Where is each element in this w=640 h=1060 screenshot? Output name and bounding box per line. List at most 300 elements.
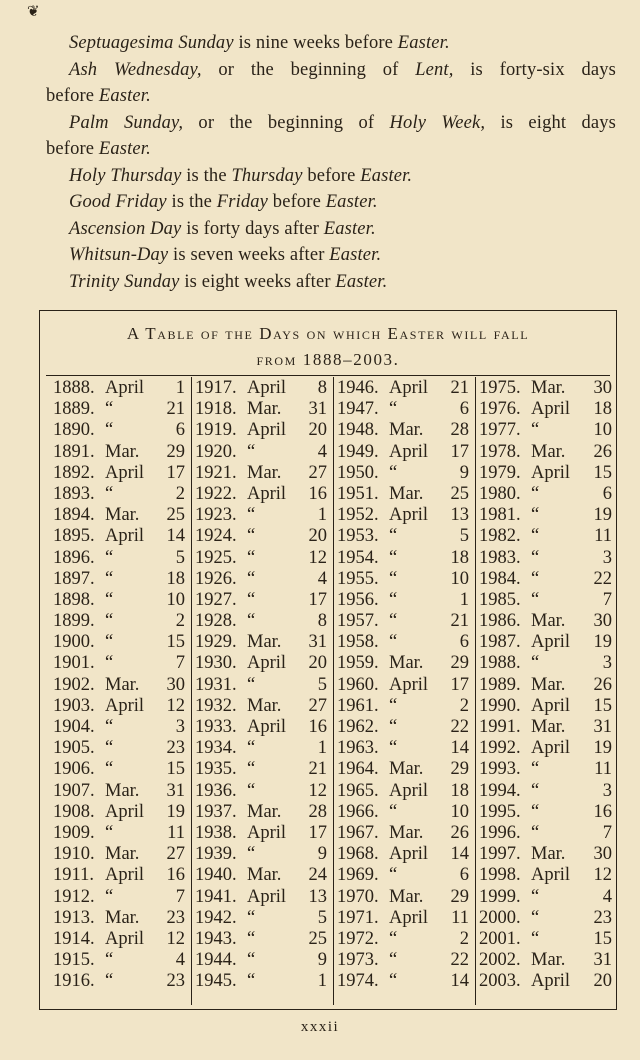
date-cell <box>389 737 469 759</box>
date-cell <box>247 801 327 823</box>
year-cell: 1927. <box>195 589 237 610</box>
table-row <box>476 864 618 885</box>
day-cell: 17 <box>308 822 327 843</box>
table-row <box>476 780 618 801</box>
month-cell: “ <box>531 505 540 526</box>
year-cell: 1909. <box>53 822 95 843</box>
year-cell: 1977. <box>479 420 521 441</box>
year-cell: 1982. <box>479 526 521 547</box>
date-cell <box>105 864 185 886</box>
year-cell: 1935. <box>195 759 237 780</box>
table-row <box>334 758 475 779</box>
day-cell: 17 <box>450 674 469 695</box>
day-cell: 31 <box>308 632 327 653</box>
rule-text: is the <box>166 192 217 212</box>
year-cell: 1980. <box>479 483 521 504</box>
date-cell <box>247 780 327 802</box>
month-cell: April <box>389 844 429 865</box>
year-cell: 1987. <box>479 632 521 653</box>
month-cell: April <box>105 695 145 716</box>
table-row <box>334 801 475 822</box>
day-cell: 20 <box>308 526 327 547</box>
table-column <box>50 377 192 1005</box>
month-cell: April <box>389 441 429 462</box>
rule-text: or the beginning of <box>183 112 390 133</box>
year-cell: 1971. <box>337 907 379 928</box>
day-cell: 15 <box>166 632 185 653</box>
month-cell: April <box>389 907 429 928</box>
day-cell: 13 <box>308 886 327 907</box>
date-cell <box>531 462 612 484</box>
day-cell: 10 <box>450 801 469 822</box>
table-row <box>476 758 618 779</box>
year-cell: 1894. <box>53 505 95 526</box>
table-row <box>334 631 475 652</box>
date-cell <box>531 864 612 886</box>
year-cell: 1901. <box>53 653 95 674</box>
day-cell: 2 <box>175 611 185 632</box>
date-cell <box>105 398 185 420</box>
day-cell: 20 <box>308 420 327 441</box>
date-cell <box>389 610 469 632</box>
date-cell <box>105 589 185 611</box>
day-cell: 16 <box>593 801 612 822</box>
title-divider <box>46 375 610 376</box>
table-row <box>50 970 191 991</box>
day-cell: 1 <box>317 971 327 992</box>
day-cell: 5 <box>317 674 327 695</box>
rule-text: is the <box>181 165 232 186</box>
day-cell: 1 <box>175 378 185 398</box>
year-cell: 1937. <box>195 801 237 822</box>
year-cell: 1943. <box>195 928 237 949</box>
table-row <box>476 504 618 525</box>
year-cell: 1986. <box>479 611 521 632</box>
table-row <box>476 441 618 462</box>
table-row <box>334 843 475 864</box>
day-cell: 12 <box>166 695 185 716</box>
table-row <box>50 886 191 907</box>
day-cell: 28 <box>308 801 327 822</box>
date-cell <box>247 441 327 463</box>
year-cell: 1950. <box>337 462 379 483</box>
month-cell: “ <box>105 611 114 632</box>
month-cell: April <box>531 695 571 716</box>
year-cell: 1930. <box>195 653 237 674</box>
table-row <box>50 568 191 589</box>
day-cell: 19 <box>166 801 185 822</box>
date-cell <box>247 652 327 674</box>
month-cell: “ <box>531 928 540 949</box>
date-cell <box>389 801 469 823</box>
day-cell: 30 <box>593 378 612 398</box>
day-cell: 21 <box>450 611 469 632</box>
month-cell: Mar. <box>247 632 282 653</box>
month-cell: “ <box>531 420 540 441</box>
year-cell: 1907. <box>53 780 95 801</box>
table-row <box>192 419 333 440</box>
table-row <box>334 928 475 949</box>
table-row <box>192 907 333 928</box>
table-row <box>50 949 191 970</box>
table-title <box>40 321 616 373</box>
day-cell: 7 <box>602 822 612 843</box>
day-cell: 4 <box>175 950 185 971</box>
date-cell <box>247 886 327 908</box>
rule-line <box>0 57 640 110</box>
table-row <box>476 483 618 504</box>
rule-text: Easter. <box>335 271 388 292</box>
day-cell: 19 <box>593 738 612 759</box>
table-row <box>476 674 618 695</box>
year-cell: 1983. <box>479 547 521 568</box>
month-cell: April <box>247 483 287 504</box>
day-cell: 15 <box>593 695 612 716</box>
month-cell: “ <box>389 865 398 886</box>
year-cell: 1981. <box>479 505 521 526</box>
year-cell: 1914. <box>53 928 95 949</box>
month-cell: Mar. <box>531 378 566 398</box>
year-cell: 1938. <box>195 822 237 843</box>
month-cell: “ <box>389 950 398 971</box>
year-cell: 2002. <box>479 950 521 971</box>
year-cell: 1928. <box>195 611 237 632</box>
rule-text: Easter. <box>98 139 151 159</box>
date-cell <box>389 483 469 505</box>
year-cell: 1979. <box>479 462 521 483</box>
day-cell: 10 <box>593 420 612 441</box>
date-cell <box>247 907 327 929</box>
month-cell: “ <box>389 928 398 949</box>
month-cell: Mar. <box>531 950 566 971</box>
year-cell: 1962. <box>337 717 379 737</box>
date-cell <box>389 695 469 717</box>
table-row <box>192 886 333 907</box>
table-row <box>50 864 191 885</box>
day-cell: 31 <box>166 780 185 801</box>
date-cell <box>389 949 469 971</box>
date-cell <box>389 568 469 590</box>
table-column <box>476 377 618 1005</box>
table-row <box>50 589 191 610</box>
month-cell: “ <box>247 844 256 865</box>
day-cell: 11 <box>167 822 185 843</box>
day-cell: 11 <box>594 759 612 780</box>
month-cell: “ <box>531 801 540 822</box>
day-cell: 6 <box>175 420 185 441</box>
date-cell <box>247 610 327 632</box>
year-cell: 1993. <box>479 759 521 780</box>
date-cell <box>105 419 185 441</box>
year-cell: 2003. <box>479 971 521 992</box>
table-row <box>476 419 618 440</box>
date-cell <box>531 695 612 717</box>
year-cell: 1975. <box>479 378 521 398</box>
table-row <box>334 949 475 970</box>
year-cell: 1944. <box>195 950 237 971</box>
day-cell: 24 <box>308 865 327 886</box>
date-cell <box>247 377 327 399</box>
day-cell: 19 <box>593 505 612 526</box>
day-cell: 4 <box>602 886 612 907</box>
year-cell: 1900. <box>53 632 95 653</box>
table-row <box>334 780 475 801</box>
table-row <box>476 695 618 716</box>
year-cell: 1992. <box>479 738 521 759</box>
table-row <box>334 822 475 843</box>
date-cell <box>531 780 612 802</box>
year-cell: 1968. <box>337 844 379 865</box>
month-cell: “ <box>105 950 114 971</box>
date-cell <box>247 589 327 611</box>
date-cell <box>531 949 612 971</box>
rule-text: Thursday <box>231 165 303 186</box>
year-cell: 1952. <box>337 505 379 526</box>
rule-text: is forty days after <box>181 218 324 239</box>
day-cell: 6 <box>602 483 612 504</box>
year-cell: 1958. <box>337 632 379 653</box>
year-cell: 1976. <box>479 399 521 420</box>
date-cell <box>389 441 469 463</box>
year-cell: 1915. <box>53 950 95 971</box>
table-row <box>192 568 333 589</box>
day-cell: 3 <box>602 653 612 674</box>
day-cell: 3 <box>602 547 612 568</box>
month-cell: April <box>247 822 287 843</box>
table-row <box>50 631 191 652</box>
month-cell: April <box>247 420 287 441</box>
month-cell: April <box>531 865 571 886</box>
month-cell: April <box>247 653 287 674</box>
table-row <box>192 758 333 779</box>
table-row <box>192 716 333 737</box>
year-cell: 1991. <box>479 717 521 737</box>
day-cell: 12 <box>593 865 612 886</box>
rule-line <box>0 163 640 190</box>
date-cell <box>389 525 469 547</box>
day-cell: 9 <box>317 950 327 971</box>
month-cell: “ <box>105 632 114 653</box>
rule-text: before <box>46 139 99 159</box>
date-cell <box>105 928 185 950</box>
month-cell: “ <box>389 738 398 759</box>
year-cell: 1921. <box>195 462 237 483</box>
date-cell <box>247 758 327 780</box>
month-cell: April <box>247 717 287 737</box>
year-cell: 1910. <box>53 844 95 865</box>
date-cell <box>531 631 612 653</box>
day-cell: 16 <box>308 717 327 737</box>
day-cell: 10 <box>450 568 469 589</box>
year-cell: 1999. <box>479 886 521 907</box>
year-cell: 1988. <box>479 653 521 674</box>
rule-line <box>0 110 640 163</box>
day-cell: 5 <box>317 907 327 928</box>
rule-text: Whitsun-Day <box>69 245 169 265</box>
year-cell: 1904. <box>53 717 95 737</box>
rule-text: Palm Sunday, <box>69 112 184 133</box>
table-row <box>334 483 475 504</box>
month-cell: April <box>531 738 571 759</box>
day-cell: 3 <box>175 717 185 737</box>
year-cell: 1996. <box>479 822 521 843</box>
table-row <box>476 737 618 758</box>
day-cell: 23 <box>166 971 185 992</box>
day-cell: 17 <box>308 589 327 610</box>
year-cell: 1957. <box>337 611 379 632</box>
year-cell: 1905. <box>53 738 95 759</box>
table-row <box>50 843 191 864</box>
year-cell: 1903. <box>53 695 95 716</box>
day-cell: 3 <box>602 780 612 801</box>
table-row <box>192 547 333 568</box>
day-cell: 29 <box>450 759 469 780</box>
table-row <box>476 525 618 546</box>
month-cell: April <box>389 780 429 801</box>
month-cell: “ <box>105 483 114 504</box>
month-cell: “ <box>105 399 114 420</box>
year-cell: 1931. <box>195 674 237 695</box>
date-cell <box>531 652 612 674</box>
month-cell: “ <box>247 738 256 759</box>
easter-rules <box>0 30 640 295</box>
rule-text: Easter. <box>360 165 413 186</box>
month-cell: “ <box>247 780 256 801</box>
year-cell: 1891. <box>53 441 95 462</box>
year-cell: 1926. <box>195 568 237 589</box>
table-row <box>50 462 191 483</box>
day-cell: 22 <box>593 568 612 589</box>
table-row <box>476 547 618 568</box>
month-cell: “ <box>247 907 256 928</box>
day-cell: 1 <box>317 738 327 759</box>
date-cell <box>389 377 469 399</box>
month-cell: “ <box>247 526 256 547</box>
day-cell: 31 <box>593 950 612 971</box>
date-cell <box>531 589 612 611</box>
month-cell: “ <box>105 717 114 737</box>
month-cell: April <box>389 674 429 695</box>
date-cell <box>389 780 469 802</box>
day-cell: 22 <box>450 717 469 737</box>
day-cell: 26 <box>593 674 612 695</box>
date-cell <box>247 949 327 971</box>
month-cell: “ <box>389 547 398 568</box>
table-row <box>476 462 618 483</box>
month-cell: Mar. <box>389 420 424 441</box>
date-cell <box>105 462 185 484</box>
month-cell: “ <box>531 886 540 907</box>
table-row <box>192 631 333 652</box>
table-row <box>476 843 618 864</box>
date-cell <box>389 419 469 441</box>
month-cell: Mar. <box>247 462 282 483</box>
month-cell: “ <box>105 886 114 907</box>
table-row <box>50 547 191 568</box>
year-cell: 1918. <box>195 399 237 420</box>
table-row <box>192 589 333 610</box>
date-cell <box>105 610 185 632</box>
year-cell: 1948. <box>337 420 379 441</box>
table-row <box>334 377 475 398</box>
date-cell <box>247 483 327 505</box>
year-cell: 1890. <box>53 420 95 441</box>
date-cell <box>105 822 185 844</box>
day-cell: 12 <box>308 547 327 568</box>
date-cell <box>389 822 469 844</box>
month-cell: Mar. <box>247 801 282 822</box>
month-cell: Mar. <box>531 441 566 462</box>
month-cell: “ <box>389 526 398 547</box>
date-cell <box>531 843 612 865</box>
table-row <box>476 822 618 843</box>
day-cell: 1 <box>317 505 327 526</box>
table-row <box>50 907 191 928</box>
date-cell <box>389 631 469 653</box>
date-cell <box>105 907 185 929</box>
month-cell: “ <box>105 971 114 992</box>
table-row <box>334 970 475 991</box>
month-cell: “ <box>105 547 114 568</box>
year-cell: 1924. <box>195 526 237 547</box>
day-cell: 14 <box>450 971 469 992</box>
year-cell: 1972. <box>337 928 379 949</box>
date-cell <box>105 483 185 505</box>
day-cell: 5 <box>175 547 185 568</box>
table-row <box>334 610 475 631</box>
month-cell: Mar. <box>247 865 282 886</box>
date-cell <box>105 737 185 759</box>
table-row <box>334 441 475 462</box>
month-cell: “ <box>531 653 540 674</box>
table-row <box>192 525 333 546</box>
date-cell <box>105 886 185 908</box>
day-cell: 18 <box>450 547 469 568</box>
rule-text: is forty-six days <box>453 59 616 80</box>
day-cell: 1 <box>459 589 469 610</box>
date-cell <box>105 652 185 674</box>
year-cell: 1959. <box>337 653 379 674</box>
month-cell: Mar. <box>531 844 566 865</box>
day-cell: 8 <box>317 611 327 632</box>
month-cell: “ <box>105 822 114 843</box>
rule-line <box>0 269 640 296</box>
date-cell <box>531 504 612 526</box>
day-cell: 30 <box>593 844 612 865</box>
month-cell: “ <box>105 653 114 674</box>
table-row <box>50 695 191 716</box>
month-cell: April <box>247 378 287 398</box>
date-cell <box>389 652 469 674</box>
table-row <box>192 864 333 885</box>
year-cell: 1919. <box>195 420 237 441</box>
date-cell <box>105 695 185 717</box>
day-cell: 31 <box>593 717 612 737</box>
table-row <box>476 928 618 949</box>
date-cell <box>247 674 327 696</box>
day-cell: 12 <box>166 928 185 949</box>
day-cell: 2 <box>459 928 469 949</box>
year-cell: 1941. <box>195 886 237 907</box>
rule-text: before <box>46 86 99 106</box>
date-cell <box>247 631 327 653</box>
table-row <box>334 419 475 440</box>
table-row <box>192 610 333 631</box>
year-cell: 1973. <box>337 950 379 971</box>
table-row <box>50 441 191 462</box>
month-cell: Mar. <box>247 695 282 716</box>
rule-text: Ascension Day <box>69 218 182 239</box>
